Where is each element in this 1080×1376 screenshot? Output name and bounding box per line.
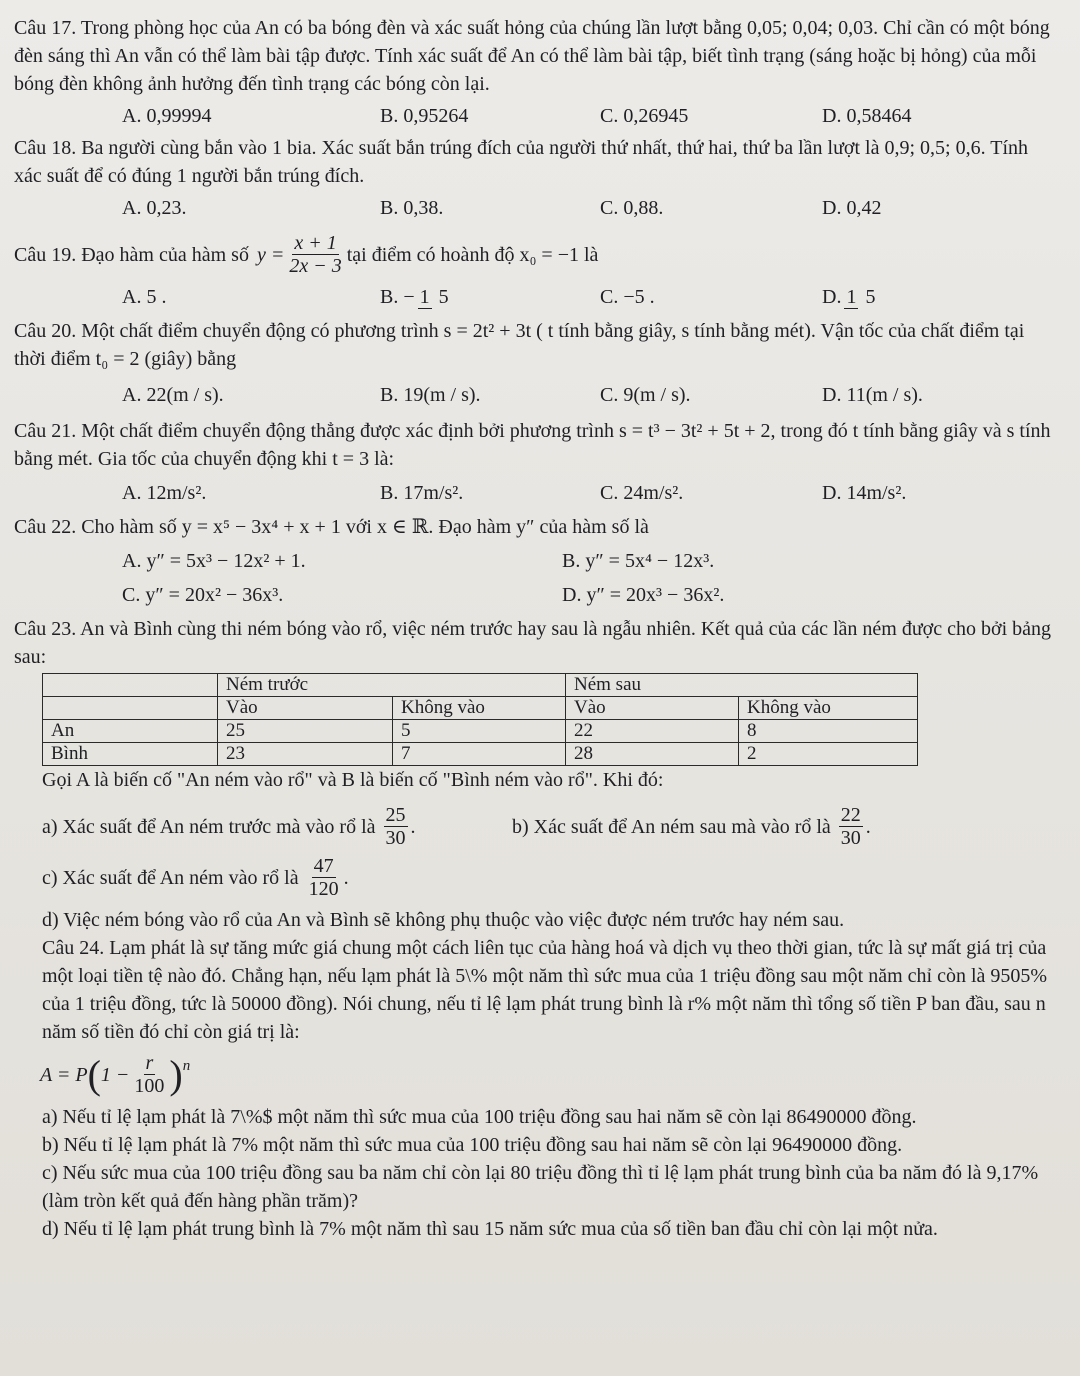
q19-option-b-num: 1 <box>419 285 430 308</box>
question-23: Câu 23. An và Bình cùng thi ném bóng vào rổ, việc ném trước hay sau là ngẫu nhiên. Kết quả của các lần ném được cho bởi bảng sau: <box>14 618 1052 668</box>
table-header-row-1 <box>43 674 918 697</box>
q23-statement-a-num: 25 <box>385 804 406 826</box>
q19-option-a[interactable]: A. 5 . <box>122 286 167 308</box>
table-cell: 5 <box>393 720 566 743</box>
table-cell: 8 <box>739 720 918 743</box>
q19-options <box>14 283 1058 311</box>
q20-option-b[interactable]: B. 19(m / s). <box>380 384 481 406</box>
q19-fraction <box>287 232 343 277</box>
formula-one-minus: 1 − <box>100 1063 130 1086</box>
q24-statement-b[interactable]: b) Nếu tỉ lệ lạm phát là 7% một năm thì sức mua của 100 triệu đồng sau hai năm sẽ còn lại 96490000 đồng. <box>42 1134 903 1156</box>
q20-options <box>14 381 1058 409</box>
table-header-khong-vao-2: Không vào <box>739 697 918 720</box>
q22-option-d[interactable]: D. y″ = 20x³ − 36x². <box>562 584 725 606</box>
q18-option-c[interactable]: C. 0,88. <box>600 197 664 219</box>
q19-option-d-den: 5 <box>865 285 876 308</box>
q23-statement-c-fraction <box>307 855 341 900</box>
q19-option-d-prefix: D. <box>822 286 842 308</box>
q23-statement-a-den: 30 <box>385 827 406 849</box>
q17-options <box>14 102 1058 130</box>
q21-option-c[interactable]: C. 24m/s². <box>600 482 684 504</box>
q19-denominator: 2x − 3 <box>289 255 342 277</box>
q19-option-d-num: 1 <box>846 285 857 308</box>
table-header-vao-1: Vào <box>218 697 393 720</box>
q22-option-c[interactable]: C. y″ = 20x² − 36x³. <box>122 584 284 606</box>
q22-option-b[interactable]: B. y″ = 5x⁴ − 12x³. <box>562 550 715 572</box>
formula-den: 100 <box>134 1075 165 1097</box>
question-24: Câu 24. Lạm phát là sự tăng mức giá chung một cách liên tục của hàng hoá và dịch vụ theo thời gian, tức là sự mất giá trị của một loại tiền tệ nào đó. Chẳng hạn, nếu lạm phát là 5\% một năm thì sức mua của 1 triệu đồng sau một năm chỉ còn là 9505% của 1 triệu đồng, tức là 50000 đồng). Nói chung, nếu tỉ lệ lạm phát trung bình là r% một năm thì tổng số tiền P ban đầu, sau n năm số tiền đó chỉ còn giá trị là: <box>42 937 1048 1043</box>
q19-option-c[interactable]: C. −5 . <box>600 286 655 308</box>
q18-option-b[interactable]: B. 0,38. <box>380 197 444 219</box>
q22-options-row1 <box>14 547 1058 575</box>
q23-statement-a-text: a) Xác suất để An ném trước mà vào rổ là <box>42 815 376 838</box>
q21-option-a[interactable]: A. 12m/s². <box>122 482 207 504</box>
table-cell: 7 <box>393 743 566 766</box>
q24-statement-d[interactable]: d) Nếu tỉ lệ lạm phát trung bình là 7% một năm thì sau 15 năm sức mua của số tiền ban đầu chỉ còn lại một nửa. <box>42 1218 938 1240</box>
q24-statement-c[interactable]: c) Nếu sức mua của 100 triệu đồng sau ba năm chỉ còn lại 80 triệu đồng thì tỉ lệ lạm phát trung bình của ba năm đó là 9,17% (làm tròn kết quả đến hàng phần trăm)? <box>42 1162 1039 1212</box>
q20-option-d[interactable]: D. 11(m / s). <box>822 384 923 406</box>
question-19 <box>14 232 1058 277</box>
q19-option-b-den: 5 <box>438 285 449 308</box>
question-18: Câu 18. Ba người cùng bắn vào 1 bia. Xác suất bắn trúng đích của người thứ nhất, thứ hai, thứ ba lần lượt là 0,9; 0,5; 0,6. Tính xác suất để có đúng 1 người bắn trúng đích. <box>14 137 1028 187</box>
q20-option-c[interactable]: C. 9(m / s). <box>600 384 691 406</box>
table-cell: 28 <box>566 743 739 766</box>
table-cell: 22 <box>566 720 739 743</box>
q23-statement-b[interactable]: b) Xác suất để An ném sau mà vào rổ là $\frac{22}{30}$ . <box>512 804 871 849</box>
q23-statement-b-text: b) Xác suất để An ném sau mà vào rổ là <box>512 815 831 838</box>
q24-statement-a[interactable]: a) Nếu tỉ lệ lạm phát là 7\%$ một năm thì sức mua của 100 triệu đồng sau hai năm sẽ còn lại 86490000 đồng. <box>42 1106 917 1128</box>
table-cell: 2 <box>739 743 918 766</box>
table-header-nem-sau: Ném sau <box>566 674 918 697</box>
q23-statement-b-den: 30 <box>840 827 861 849</box>
q21-options <box>14 479 1058 507</box>
question-17: Câu 17. Trong phòng học của An có ba bóng đèn và xác suất hỏng của chúng lần lượt bằng 0,05; 0,04; 0,03. Chỉ cần có một bóng đèn sáng thì An vẫn có thể làm bài tập được. Tính xác suất để An có thể làm bài tập, biết tình trạng (sáng hoặc bị hỏng) của mỗi bóng đèn không ảnh hưởng đến tình trạng các bóng còn lại. <box>14 17 1050 95</box>
formula-exponent: n <box>182 1058 191 1074</box>
q18-options <box>14 194 1058 222</box>
q19-func: y = <box>256 243 285 266</box>
q23-statement-c-num: 47 <box>313 855 334 877</box>
q19-prefix: Câu 19. Đạo hàm của hàm số <box>14 243 249 266</box>
table-header-row-2 <box>43 697 918 720</box>
question-20: Câu 20. Một chất điểm chuyển động có phương trình s = 2t² + 3t ( t tính bằng giây, s tính bằng mét). Vận tốc của chất điểm tại thời điểm t₀ = 2 (giây) bằng <box>14 320 1025 370</box>
q17-option-b[interactable]: B. 0,95264 <box>380 105 469 127</box>
q17-option-d[interactable]: D. 0,58464 <box>822 105 912 127</box>
q21-option-d[interactable]: D. 14m/s². <box>822 482 907 504</box>
formula-close-paren-icon: ) <box>169 1051 183 1097</box>
q19-option-b[interactable] <box>380 283 600 311</box>
table-cell: 23 <box>218 743 393 766</box>
inflation-formula <box>40 1052 1058 1097</box>
formula-open-paren-icon: ( <box>87 1051 101 1097</box>
formula-lhs: A = P <box>40 1063 88 1086</box>
formula-fraction <box>132 1052 166 1097</box>
q19-suffix: tại điểm có hoành độ x₀ = −1 là <box>346 243 599 266</box>
q20-option-a[interactable]: A. 22(m / s). <box>122 384 224 406</box>
q23-statements-ab <box>42 804 1058 849</box>
q22-options-row2 <box>14 581 1058 609</box>
q23-statement-b-num: 22 <box>840 804 861 826</box>
q23-statement-c-den: 120 <box>308 878 339 900</box>
q17-option-a[interactable]: A. 0,99994 <box>122 105 212 127</box>
question-22: Câu 22. Cho hàm số y = x⁵ − 3x⁴ + x + 1 với x ∈ ℝ. Đạo hàm y″ của hàm số là <box>14 516 649 538</box>
q23-statement-a-fraction <box>384 804 408 849</box>
q19-option-d[interactable] <box>822 283 880 311</box>
q23-after-table: Gọi A là biến cố "An ném vào rổ" và B là biến cố "Bình ném vào rổ". Khi đó: <box>42 769 664 791</box>
table-header-vao-2: Vào <box>566 697 739 720</box>
table-cell: 25 <box>218 720 393 743</box>
q19-numerator: x + 1 <box>294 232 337 254</box>
results-table <box>42 673 918 766</box>
table-cell <box>43 674 218 697</box>
table-cell: Bình <box>43 743 218 766</box>
question-21: Câu 21. Một chất điểm chuyển động thẳng được xác định bởi phương trình s = t³ − 3t² + 5t + 2, trong đó t tính bằng giây và s tính bằng mét. Gia tốc của chuyển động khi t = 3 là: <box>14 420 1051 470</box>
table-row <box>43 743 918 766</box>
table-row <box>43 720 918 743</box>
q21-option-b[interactable]: B. 17m/s². <box>380 482 464 504</box>
table-header-khong-vao-1: Không vào <box>393 697 566 720</box>
q18-option-a[interactable]: A. 0,23. <box>122 197 187 219</box>
q22-option-a[interactable]: A. y″ = 5x³ − 12x² + 1. <box>122 550 306 572</box>
table-cell <box>43 697 218 720</box>
q23-statement-d[interactable]: d) Việc ném bóng vào rổ của An và Bình sẽ không phụ thuộc vào việc được ném trước hay ném sau. <box>42 909 845 931</box>
q17-option-c[interactable]: C. 0,26945 <box>600 105 689 127</box>
q19-option-b-fraction <box>418 286 451 309</box>
table-header-nem-truoc: Ném trước <box>218 674 566 697</box>
q23-statement-c[interactable]: c) Xác suất để An ném vào rổ là $\frac{47}{120}$ . <box>42 855 349 900</box>
q23-statement-c-text: c) Xác suất để An ném vào rổ là <box>42 866 299 889</box>
q19-option-b-prefix: B. − <box>380 286 415 308</box>
formula-num: r <box>145 1052 154 1074</box>
q18-option-d[interactable]: D. 0,42 <box>822 197 882 219</box>
table-cell: An <box>43 720 218 743</box>
q23-statement-a[interactable]: a) Xác suất để An ném trước mà vào rổ là $\frac{25}{30}$ . <box>42 804 416 849</box>
q19-option-d-fraction <box>844 286 877 309</box>
q23-statement-b-fraction <box>839 804 863 849</box>
